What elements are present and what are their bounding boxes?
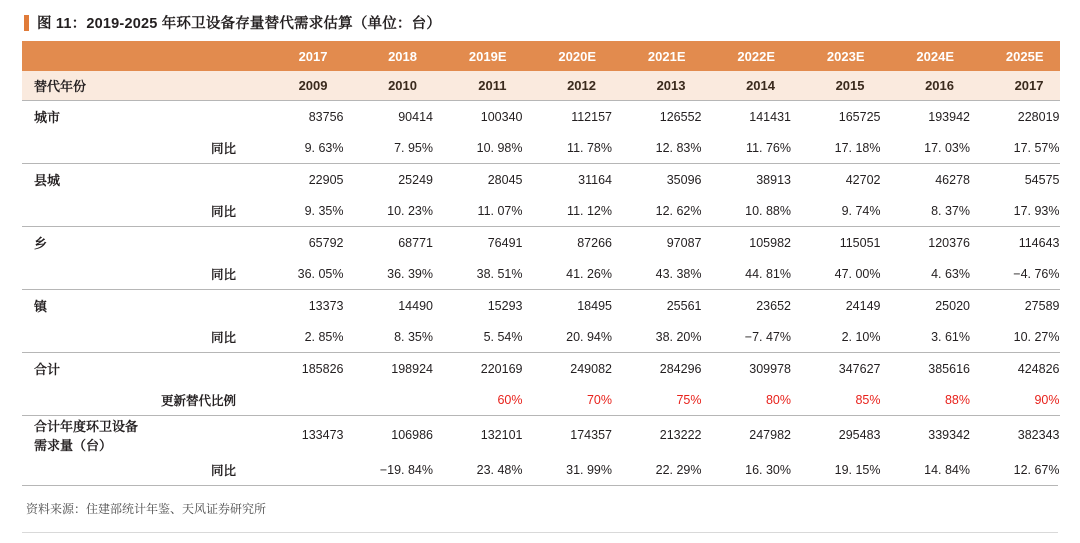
header-cell-replacement-label: 替代年份 (22, 71, 142, 101)
table-header (22, 41, 1060, 101)
row-sublabel (142, 101, 254, 133)
row-label (22, 321, 142, 353)
header-row-replacement-years (22, 71, 1060, 101)
table-cell: −7. 47% (744, 329, 791, 344)
table-cell: 17. 18% (834, 140, 881, 155)
table-row (22, 384, 1060, 416)
row-sublabel (142, 164, 254, 196)
row-label: 合计年度环卫设备需求量（台） (22, 416, 142, 455)
row-label: 镇 (22, 290, 142, 322)
table-cell: 24149 (791, 290, 881, 322)
table-cell: 38. 20% (655, 329, 702, 344)
table-cell: 347627 (791, 353, 881, 385)
header-cell-sub-2012: 2012 (523, 71, 613, 101)
row-label: 城市 (22, 101, 142, 133)
header-row-years (22, 41, 1060, 71)
table-cell: 17. 57% (1013, 140, 1060, 155)
header-cell-2020e: 2020E (523, 41, 613, 71)
table-bottom-rule (22, 485, 1058, 486)
table-cell: 8. 37% (931, 203, 970, 218)
figure-title-row (22, 10, 1058, 41)
table-cell: 284296 (612, 353, 702, 385)
table-cell (344, 384, 434, 416)
table-cell: 23652 (702, 290, 792, 322)
table-cell: 220169 (433, 353, 523, 385)
row-sublabel: 更新替代比例 (160, 393, 236, 408)
table-row (22, 353, 1060, 385)
table-cell: 193942 (881, 101, 971, 133)
table-cell: −4. 76% (1013, 266, 1060, 281)
table-cell: 35096 (612, 164, 702, 196)
table-cell: 11. 07% (477, 203, 523, 218)
table-cell: 174357 (523, 416, 613, 455)
table-cell: 38. 51% (476, 266, 523, 281)
table-cell: 4. 63% (931, 266, 970, 281)
table-cell: 105982 (702, 227, 792, 259)
table-cell: 28045 (433, 164, 523, 196)
table-cell: 10. 27% (1013, 329, 1060, 344)
table-cell: 17. 03% (924, 140, 970, 155)
table-cell: 90% (1034, 392, 1060, 407)
row-sublabel: 同比 (210, 204, 236, 219)
table-cell: 47. 00% (834, 266, 881, 281)
table-cell: 14490 (344, 290, 434, 322)
table-row (22, 290, 1060, 322)
table-cell: 309978 (702, 353, 792, 385)
table-cell: 25561 (612, 290, 702, 322)
header-cell-sub-2010: 2010 (344, 71, 434, 101)
table-cell: 43. 38% (655, 266, 702, 281)
row-label (22, 258, 142, 290)
row-label (22, 132, 142, 164)
header-cell-blank-sub (142, 41, 254, 71)
row-sublabel: 同比 (210, 330, 236, 345)
table-cell: 198924 (344, 353, 434, 385)
table-cell: 70% (586, 392, 612, 407)
table-cell: 88% (944, 392, 970, 407)
table-cell: 17. 93% (1013, 203, 1060, 218)
table-row (22, 101, 1060, 133)
row-label: 合计 (22, 353, 142, 385)
table-row (22, 258, 1060, 290)
table-cell: 141431 (702, 101, 792, 133)
table-cell: 133473 (254, 416, 344, 455)
table-cell: 12. 67% (1013, 462, 1060, 477)
table-cell: 85% (855, 392, 881, 407)
table-row (22, 195, 1060, 227)
table-cell: 10. 88% (745, 203, 791, 218)
table-cell: 41. 26% (566, 266, 612, 281)
table-cell: 247982 (702, 416, 792, 455)
table-cell: 7. 95% (394, 140, 433, 155)
table-cell: 9. 63% (304, 140, 344, 155)
table-cell: 213222 (612, 416, 702, 455)
table-cell: 2. 85% (304, 329, 344, 344)
table-cell: −19. 84% (379, 462, 433, 477)
row-sublabel: 同比 (210, 463, 236, 478)
table-cell: 165725 (791, 101, 881, 133)
row-sublabel: 同比 (210, 267, 236, 282)
page-title: 图 11：2019-2025 年环卫设备存量替代需求估算（单位：台） (37, 16, 442, 32)
row-label: 乡 (22, 227, 142, 259)
table-cell: 60% (497, 392, 523, 407)
table-row (22, 454, 1060, 485)
table-cell: 46278 (881, 164, 971, 196)
table-cell: 14. 84% (924, 462, 970, 477)
table-cell: 8. 35% (394, 329, 433, 344)
row-sublabel (142, 227, 254, 259)
table-cell: 10. 23% (387, 203, 433, 218)
table-row (22, 321, 1060, 353)
table-cell: 25249 (344, 164, 434, 196)
table-cell: 112157 (523, 101, 613, 133)
table-cell: 23. 48% (476, 462, 523, 477)
page-bottom-rule (22, 532, 1058, 533)
table-cell: 68771 (344, 227, 434, 259)
table-cell: 339342 (881, 416, 971, 455)
header-cell-blank-label (22, 41, 142, 71)
table-cell: 90414 (344, 101, 434, 133)
table-cell (254, 384, 344, 416)
row-sublabel (142, 290, 254, 322)
table-cell: 114643 (970, 227, 1060, 259)
table-cell: 424826 (970, 353, 1060, 385)
table-cell: 38913 (702, 164, 792, 196)
row-sublabel: 同比 (210, 141, 236, 156)
header-cell-sub-2014: 2014 (702, 71, 792, 101)
table-cell: 295483 (791, 416, 881, 455)
table-cell: 12. 83% (655, 140, 702, 155)
header-cell-2025e: 2025E (970, 41, 1060, 71)
table-row (22, 227, 1060, 259)
table-cell: 22. 29% (655, 462, 702, 477)
table-cell: 80% (765, 392, 791, 407)
table-cell: 27589 (970, 290, 1060, 322)
table-cell: 36. 05% (297, 266, 344, 281)
table-cell: 36. 39% (387, 266, 433, 281)
table-cell: 31. 99% (566, 462, 612, 477)
table-cell: 20. 94% (566, 329, 612, 344)
header-cell-sub-2013: 2013 (612, 71, 702, 101)
table-cell: 12. 62% (655, 203, 702, 218)
table-cell: 42702 (791, 164, 881, 196)
table-cell: 11. 78% (567, 140, 612, 155)
table-cell: 65792 (254, 227, 344, 259)
row-label (22, 195, 142, 227)
header-cell-2023e: 2023E (791, 41, 881, 71)
table-cell: 25020 (881, 290, 971, 322)
header-cell-sub-2009: 2009 (254, 71, 344, 101)
table-cell: 19. 15% (834, 462, 881, 477)
header-cell-2024e: 2024E (881, 41, 971, 71)
table-row (22, 132, 1060, 164)
table-cell: 83756 (254, 101, 344, 133)
table-cell: 185826 (254, 353, 344, 385)
table-row (22, 416, 1060, 455)
header-cell-sub-2016: 2016 (881, 71, 971, 101)
table-cell: 249082 (523, 353, 613, 385)
header-cell-sub-2015: 2015 (791, 71, 881, 101)
table-cell: 126552 (612, 101, 702, 133)
table-cell (254, 454, 344, 485)
row-sublabel (142, 416, 254, 455)
header-cell-2021e: 2021E (612, 41, 702, 71)
header-cell-2019e: 2019E (433, 41, 523, 71)
table-cell: 228019 (970, 101, 1060, 133)
source-note: 资料来源：住建部统计年鉴、天风证券研究所 (26, 502, 267, 516)
table-cell: 9. 74% (841, 203, 881, 218)
table-cell: 13373 (254, 290, 344, 322)
table-body (22, 101, 1060, 486)
table-cell: 75% (676, 392, 702, 407)
row-sublabel (142, 353, 254, 385)
table-cell: 97087 (612, 227, 702, 259)
table-cell: 115051 (791, 227, 881, 259)
header-cell-sub-2017: 2017 (970, 71, 1060, 101)
header-cell-2018: 2018 (344, 41, 434, 71)
table-cell: 385616 (881, 353, 971, 385)
row-label (22, 454, 142, 485)
table-cell: 54575 (970, 164, 1060, 196)
title-accent-bar (24, 15, 29, 31)
table-cell: 11. 76% (746, 140, 791, 155)
table-cell: 100340 (433, 101, 523, 133)
table-cell: 31164 (523, 164, 613, 196)
table-cell: 2. 10% (841, 329, 881, 344)
table-cell: 11. 12% (567, 203, 612, 218)
table-cell: 87266 (523, 227, 613, 259)
table-cell: 132101 (433, 416, 523, 455)
replacement-demand-table (22, 41, 1060, 485)
table-cell: 10. 98% (476, 140, 523, 155)
table-cell: 382343 (970, 416, 1060, 455)
table-cell: 15293 (433, 290, 523, 322)
row-label (22, 384, 142, 416)
header-cell-2022e: 2022E (702, 41, 792, 71)
table-cell: 18495 (523, 290, 613, 322)
header-cell-2017: 2017 (254, 41, 344, 71)
table-cell: 22905 (254, 164, 344, 196)
table-cell: 5. 54% (483, 329, 523, 344)
table-cell: 76491 (433, 227, 523, 259)
table-cell: 16. 30% (745, 462, 791, 477)
table-cell: 44. 81% (745, 266, 791, 281)
table-cell: 106986 (344, 416, 434, 455)
table-cell: 9. 35% (304, 203, 344, 218)
table-cell: 120376 (881, 227, 971, 259)
header-cell-sub-blank (142, 71, 254, 101)
table-cell: 3. 61% (931, 329, 970, 344)
row-label: 县城 (22, 164, 142, 196)
header-cell-sub-2011: 2011 (433, 71, 523, 101)
table-row (22, 164, 1060, 196)
